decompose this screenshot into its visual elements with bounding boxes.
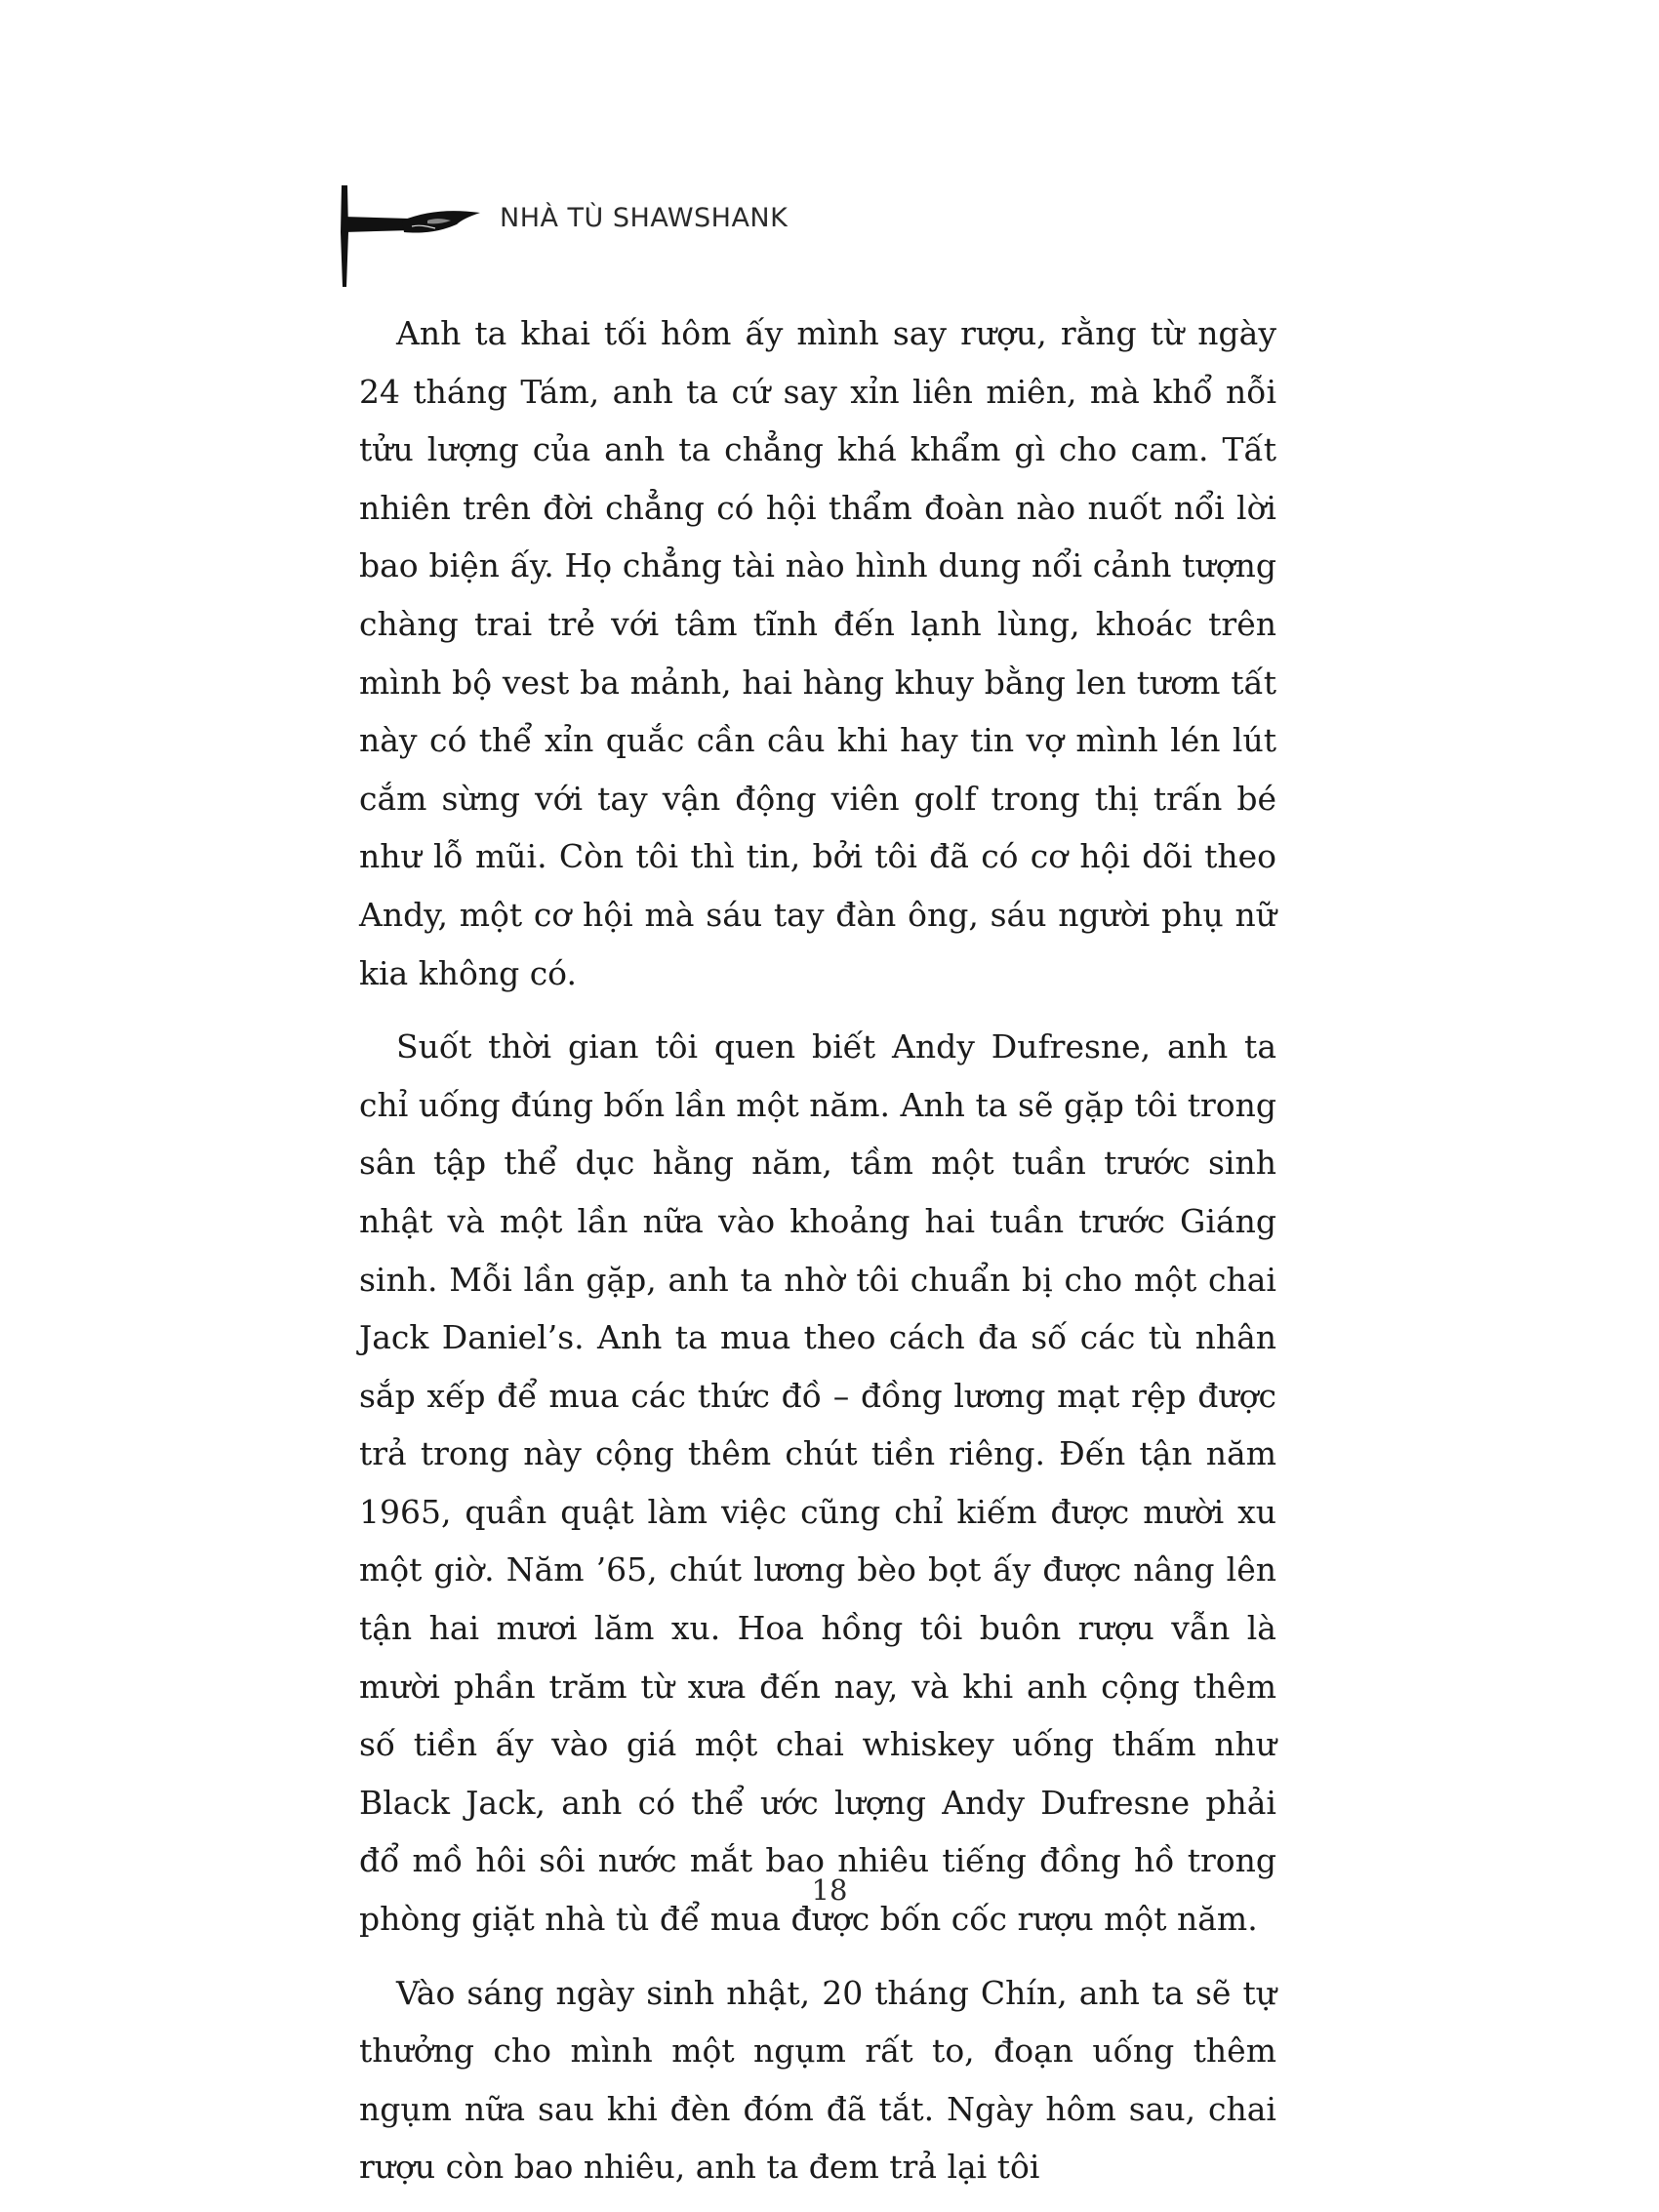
running-head-title: NHÀ TÙ SHAWSHANK [500, 203, 789, 233]
paragraph-1: Anh ta khai tối hôm ấy mình say rượu, rằng từ ngày 24 tháng Tám, anh ta cứ say xỉn liên miên, mà khổ nỗi tửu lượng của anh ta chẳng khá khẩm gì cho cam. Tất nhiên trên đời chẳng có hội thẩm đoàn nào nuốt nổi lời bao biện ấy. Họ chẳng tài nào hình dung nổi cảnh tượng chàng trai trẻ với tâm tĩnh đến lạnh lùng, khoác trên mình bộ vest ba mảnh, hai hàng khuy bằng len tươm tất này có thể xỉn quắc cần câu khi hay tin vợ mình lén lút cắm sừng với tay vận động viên golf trong thị trấn bé như lỗ mũi. Còn tôi thì tin, bởi tôi đã có cơ hội dõi theo Andy, một cơ hội mà sáu tay đàn ông, sáu người phụ nữ kia không có. [359, 314, 1276, 992]
hammer-icon [334, 181, 490, 289]
page-header [334, 181, 1134, 289]
paragraph-3: Vào sáng ngày sinh nhật, 20 tháng Chín, anh ta sẽ tự thưởng cho mình một ngụm rất to, đoạn uống thêm ngụm nữa sau khi đèn đóm đã tắt. Ngày hôm sau, chai rượu còn bao nhiêu, anh ta đem trả lại tôi [359, 1973, 1276, 2187]
page-number: 18 [811, 1873, 848, 1907]
body-text [359, 304, 1276, 2212]
paragraph-2: Suốt thời gian tôi quen biết Andy Dufresne, anh ta chỉ uống đúng bốn lần một năm. Anh ta sẽ gặp tôi trong sân tập thể dục hằng năm, tầm một tuần trước sinh nhật và một lần nữa vào khoảng hai tuần trước Giáng sinh. Mỗi lần gặp, anh ta nhờ tôi chuẩn bị cho một chai Jack Daniel’s. Anh ta mua theo cách đa số các tù nhân sắp xếp để mua các thức đồ – đồng lương mạt rệp được trả trong này cộng thêm chút tiền riêng. Đến tận năm 1965, quần quật làm việc cũng chỉ kiếm được mười xu một giờ. Năm ’65, chút lương bèo bọt ấy được nâng lên tận hai mươi lăm xu. Hoa hồng tôi buôn rượu vẫn là mười phần trăm từ xưa đến nay, và khi anh cộng thêm số tiền ấy vào giá một chai whiskey uống thấm như Black Jack, anh có thể ước lượng Andy Dufresne phải đổ mồ hôi sôi nước mắt bao nhiêu tiếng đồng hồ trong phòng giặt nhà tù để mua được bốn cốc rượu một năm. [359, 1027, 1276, 1939]
